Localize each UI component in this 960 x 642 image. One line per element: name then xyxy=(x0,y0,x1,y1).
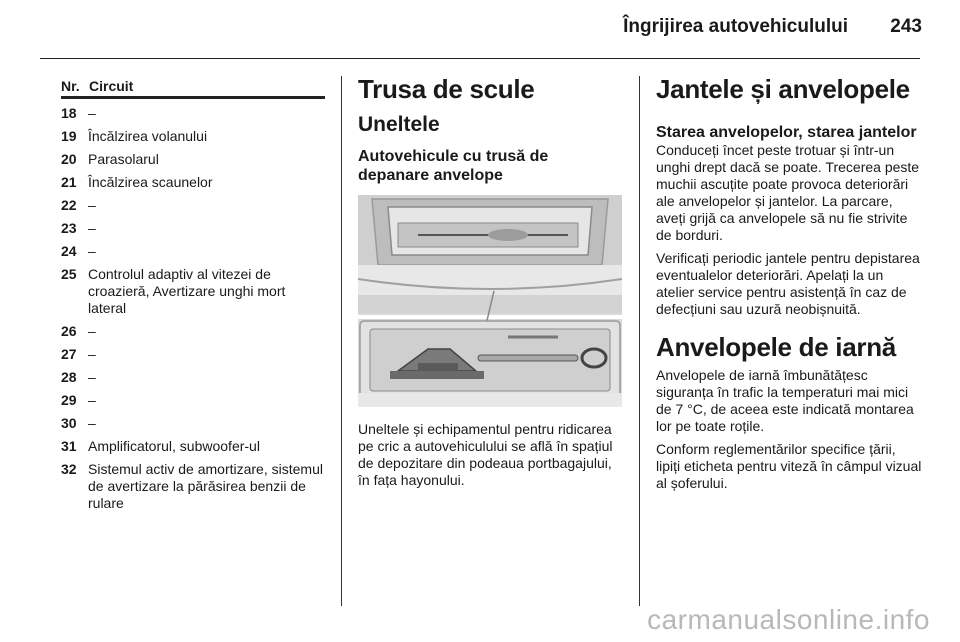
fuse-number: 28 xyxy=(61,369,77,385)
fuse-circuit: – xyxy=(88,369,96,385)
fuse-number: 18 xyxy=(61,105,77,121)
fuse-circuit: Sistemul activ de amortizare, sistemul de avertizare la părăsirea benzii de rulare xyxy=(88,461,323,511)
table-row xyxy=(61,415,325,432)
table-row xyxy=(61,174,325,191)
fuse-circuit: – xyxy=(88,105,96,121)
fuse-number: 31 xyxy=(61,438,77,454)
fuse-circuit: Încălzirea volanului xyxy=(88,128,208,144)
col-nr-header: Nr. xyxy=(61,78,80,94)
toolkit-subtitle: Uneltele xyxy=(358,113,440,136)
fuse-circuit: – xyxy=(88,220,96,236)
table-row xyxy=(61,438,325,455)
table-row xyxy=(61,128,325,145)
fuse-circuit: – xyxy=(88,323,96,339)
table-row xyxy=(61,151,325,168)
fuse-table xyxy=(61,78,325,518)
fuse-number: 32 xyxy=(61,461,77,477)
toolkit-title: Trusa de scule xyxy=(358,74,535,104)
fuse-number: 21 xyxy=(61,174,77,190)
winter-tyres-paragraph-1: Anvelopele de iarnă îmbunătățesc siguranța în trafic la temperaturi mai mici de 7 °C, de aceea este indicată montarea lor pe toate roțile. xyxy=(656,367,914,434)
fuse-number: 24 xyxy=(61,243,77,259)
fuse-circuit: Amplificatorul, subwoofer-ul xyxy=(88,438,260,454)
table-row xyxy=(61,220,325,237)
header-rule xyxy=(40,58,920,59)
winter-tyres-title: Anvelopele de iarnă xyxy=(656,332,896,362)
toolkit-paragraph: Uneltele și echipamentul pentru ridicarea pe cric a autovehiculului se află în spațiul de depozitare din podeaua portbagajului, în fața hayonului. xyxy=(358,421,613,488)
fuse-number: 27 xyxy=(61,346,77,362)
table-row xyxy=(61,346,325,363)
fuse-number: 25 xyxy=(61,266,77,282)
column-divider-2 xyxy=(639,76,640,606)
fuse-circuit: Parasolarul xyxy=(88,151,159,167)
table-row xyxy=(61,105,325,122)
table-header xyxy=(61,78,325,96)
fuse-circuit: – xyxy=(88,243,96,259)
fuse-circuit: Încălzirea scaunelor xyxy=(88,174,213,190)
winter-tyres-paragraph-2: Conform reglementărilor specifice țării, lipiți eticheta pentru viteză în câmpul vizual al șoferului. xyxy=(656,441,922,491)
table-body xyxy=(61,105,325,512)
wheels-section xyxy=(656,74,922,498)
tyre-condition-paragraph-2: Verificați periodic jantele pentru depistarea eventualelor deteriorări. Apelați la un atelier service pentru asistență în caz de defecțiuni sau uzură neobișnuită. xyxy=(656,250,920,317)
fuse-number: 19 xyxy=(61,128,77,144)
toolkit-section xyxy=(358,74,622,495)
fuse-number: 23 xyxy=(61,220,77,236)
table-row xyxy=(61,266,325,317)
column-divider-1 xyxy=(341,76,342,606)
toolkit-sub-subtitle: Autovehicule cu trusă de depanare anvelope xyxy=(358,148,549,184)
fuse-circuit: – xyxy=(88,346,96,362)
fuse-circuit: – xyxy=(88,415,96,431)
trunk-toolkit-illustration xyxy=(358,195,622,407)
fuse-number: 29 xyxy=(61,392,77,408)
table-row xyxy=(61,243,325,260)
table-row xyxy=(61,197,325,214)
fuse-number: 22 xyxy=(61,197,77,213)
header-title: Îngrijirea autovehiculului xyxy=(623,16,848,37)
fuse-circuit: Controlul adaptiv al vitezei de croazieră, Avertizare unghi mort lateral xyxy=(88,266,286,316)
page-number: 243 xyxy=(890,16,922,37)
table-row xyxy=(61,323,325,340)
wheels-title: Jantele și anvelopele xyxy=(656,74,910,104)
tyre-condition-paragraph-1: Conduceți încet peste trotuar și într-un unghi drept dacă se poate. Trecerea peste muchii ascuțite poate provoca deteriorări ale anvelopelor și jantelor. La parcare, aveți grijă ca anvelopele să nu fie strivite de borduri. xyxy=(656,142,920,243)
fuse-number: 20 xyxy=(61,151,77,167)
tyre-condition-heading: Starea anvelopelor, starea jantelor xyxy=(656,124,917,141)
fuse-number: 30 xyxy=(61,415,77,431)
fuse-circuit: – xyxy=(88,197,96,213)
table-row xyxy=(61,461,325,512)
table-row xyxy=(61,392,325,409)
fuse-number: 26 xyxy=(61,323,77,339)
col-circuit-header: Circuit xyxy=(89,78,134,94)
fuse-circuit: – xyxy=(88,392,96,408)
table-header-rule xyxy=(61,96,325,99)
table-row xyxy=(61,369,325,386)
watermark: carmanualsonline.info xyxy=(647,604,930,635)
